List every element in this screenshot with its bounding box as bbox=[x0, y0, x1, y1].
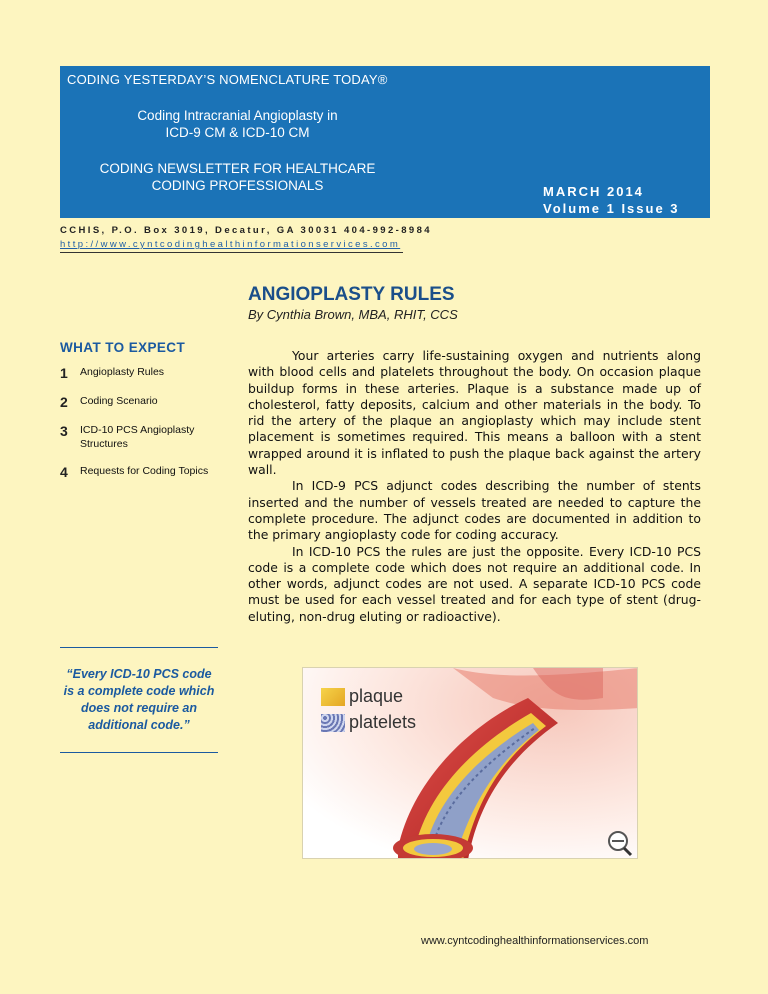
toc-number: 3 bbox=[60, 423, 68, 439]
toc-item bbox=[60, 464, 220, 480]
article-paragraph: In ICD-9 PCS adjunct codes describing the number of stents inserted and the number of vessels treated are needed to capture the complete procedure. The adjunct codes are documented in addition to the primary angioplasty code for coding accuracy. bbox=[248, 478, 701, 543]
legend-plaque bbox=[321, 686, 403, 707]
article-byline: By Cynthia Brown, MBA, RHIT, CCS bbox=[248, 307, 458, 322]
issue-volume: Volume 1 Issue 3 bbox=[543, 201, 680, 216]
issue-date: MARCH 2014 bbox=[543, 184, 644, 199]
issue-info bbox=[543, 183, 680, 217]
title-line-2: ICD-9 CM & ICD-10 CM bbox=[165, 125, 310, 140]
newsletter-title bbox=[60, 107, 415, 141]
plaque-swatch bbox=[321, 688, 345, 706]
toc-label: Coding Scenario bbox=[80, 395, 158, 407]
toc-label: Requests for Coding Topics bbox=[80, 465, 209, 477]
toc-label: Angioplasty Rules bbox=[80, 366, 165, 378]
legend-platelets bbox=[321, 712, 416, 733]
subtitle-line-2: CODING PROFESSIONALS bbox=[151, 178, 324, 193]
sidebar-heading: WHAT TO EXPECT bbox=[60, 340, 186, 355]
toc-number: 1 bbox=[60, 365, 68, 381]
contact-address: CCHIS, P.O. Box 3019, Decatur, GA 30031 404-992-8984 bbox=[60, 225, 432, 236]
footer-url[interactable]: www.cyntcodinghealthinformationservices.com bbox=[421, 935, 649, 947]
brand-tagline: CODING YESTERDAY’S NOMENCLATURE TODAY® bbox=[67, 72, 388, 87]
platelets-swatch bbox=[321, 714, 345, 732]
divider bbox=[60, 252, 403, 253]
header-banner bbox=[60, 66, 710, 218]
article-paragraph: In ICD-10 PCS the rules are just the opposite. Every ICD-10 PCS code is a complete code which does not require an additional code. In other words, adjunct codes are not used. A separate ICD-10 PCS code must be used for each vessel treated and for each type of stent (drug-eluting, non-drug eluting or radioactive). bbox=[248, 543, 701, 624]
toc-item bbox=[60, 394, 220, 410]
toc-item bbox=[60, 423, 220, 451]
article-paragraph: Your arteries carry life-sustaining oxygen and nutrients along with blood cells and platelets throughout the body. On occasion plaque buildup forms in these arteries. Plaque is a substance made up of cholesterol, fatty deposits, calcium and other materials in the body. To rid the artery of the plaque an angioplasty which may include stent placement is sometimes required. This means a balloon with a stent wrapped around it is inflated to push the plaque back against the artery wall. bbox=[248, 348, 701, 478]
pull-quote bbox=[60, 647, 218, 753]
artery-illustration bbox=[302, 667, 638, 859]
toc-number: 2 bbox=[60, 394, 68, 410]
subtitle-line-1: CODING NEWSLETTER FOR HEALTHCARE bbox=[99, 161, 376, 176]
legend-label: plaque bbox=[349, 686, 404, 706]
toc-label: ICD-10 PCS Angioplasty Structures bbox=[80, 424, 195, 450]
contact-url-link[interactable]: http://www.cyntcodinghealthinformationservices.com bbox=[60, 239, 401, 250]
article-body bbox=[248, 348, 701, 625]
title-line-1: Coding Intracranial Angioplasty in bbox=[137, 108, 338, 123]
toc-number: 4 bbox=[60, 464, 68, 480]
toc-item bbox=[60, 365, 220, 381]
pull-quote-text: “Every ICD-10 PCS code is a complete code which does not require an additional code.” bbox=[63, 667, 215, 732]
legend-label: platelets bbox=[349, 712, 417, 732]
newsletter-subtitle bbox=[60, 160, 415, 194]
article-title: ANGIOPLASTY RULES bbox=[248, 284, 455, 305]
sidebar bbox=[60, 340, 220, 493]
